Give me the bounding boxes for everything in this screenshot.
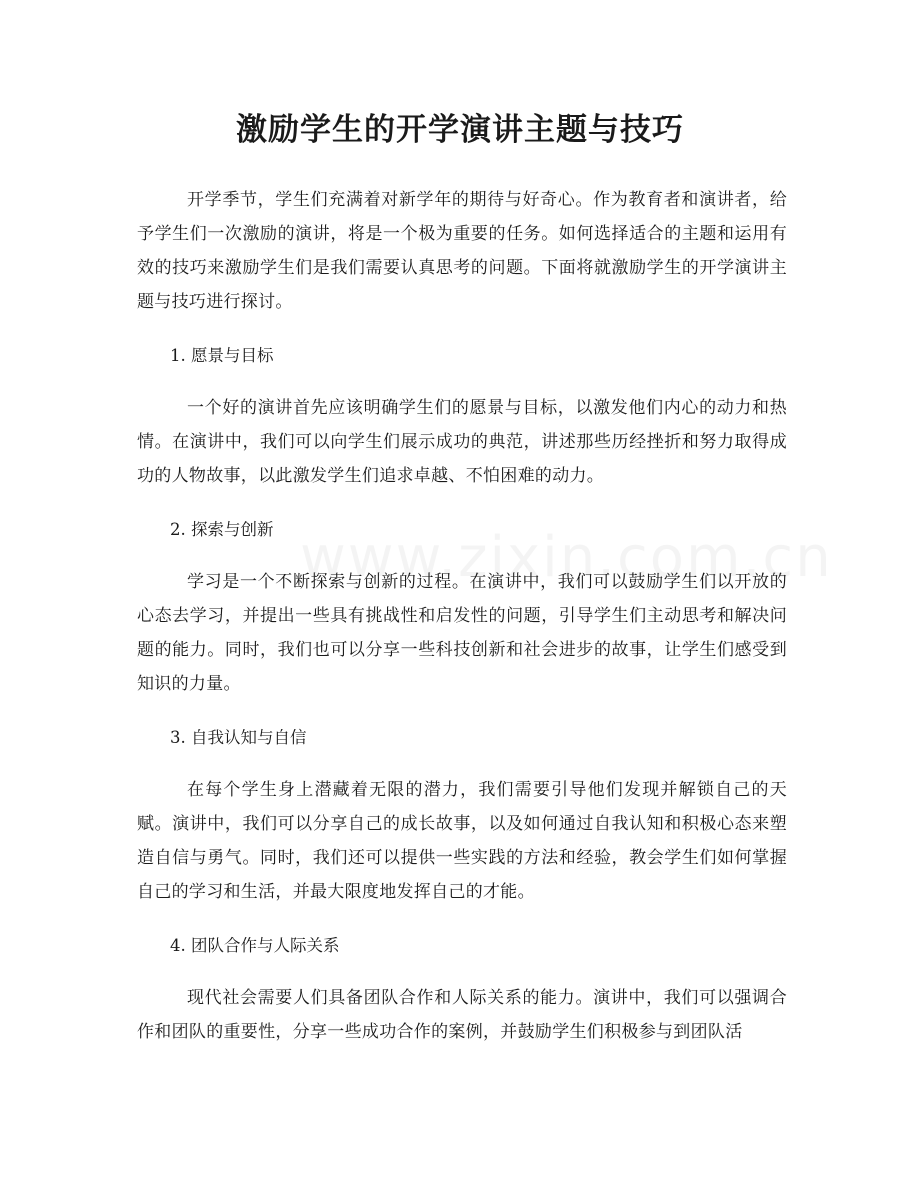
section-heading-exploration: 2. 探索与创新 <box>170 520 274 539</box>
document-title: 激励学生的开学演讲主题与技巧 <box>236 112 684 148</box>
section-heading-vision: 1. 愿景与目标 <box>170 346 274 365</box>
section-paragraph-self-confidence: 在每个学生身上潜藏着无限的潜力，我们需要引导他们发现并解锁自己的天赋。演讲中，我们可以分享自己的成长故事，以及如何通过自我认知和积极心态来塑造自信与勇气。同时，我们还可以提供一些实践的方法和经验，教会学生们如何掌握自己的学习和生活，并最大限度地发挥自己的才能。 <box>137 780 787 902</box>
section-heading-teamwork: 4. 团队合作与人际关系 <box>170 936 340 955</box>
section-heading-self-confidence: 3. 自我认知与自信 <box>170 728 307 747</box>
section-paragraph-teamwork: 现代社会需要人们具备团队合作和人际关系的能力。演讲中，我们可以强调合作和团队的重要性，分享一些成功合作的案例，并鼓励学生们积极参与到团队活 <box>137 988 787 1042</box>
document-body <box>137 183 787 1069</box>
section-paragraph-vision: 一个好的演讲首先应该明确学生们的愿景与目标，以激发他们内心的动力和热情。在演讲中，我们可以向学生们展示成功的典范，讲述那些历经挫折和努力取得成功的人物故事，以此激发学生们追求卓越、不怕困难的动力。 <box>137 398 787 486</box>
intro-paragraph: 开学季节，学生们充满着对新学年的期待与好奇心。作为教育者和演讲者，给予学生们一次激励的演讲，将是一个极为重要的任务。如何选择适合的主题和运用有效的技巧来激励学生们是我们需要认真思考的问题。下面将就激励学生的开学演讲主题与技巧进行探讨。 <box>137 190 787 312</box>
section-paragraph-exploration: 学习是一个不断探索与创新的过程。在演讲中，我们可以鼓励学生们以开放的心态去学习，并提出一些具有挑战性和启发性的问题，引导学生们主动思考和解决问题的能力。同时，我们也可以分享一些科技创新和社会进步的故事，让学生们感受到知识的力量。 <box>137 572 787 694</box>
